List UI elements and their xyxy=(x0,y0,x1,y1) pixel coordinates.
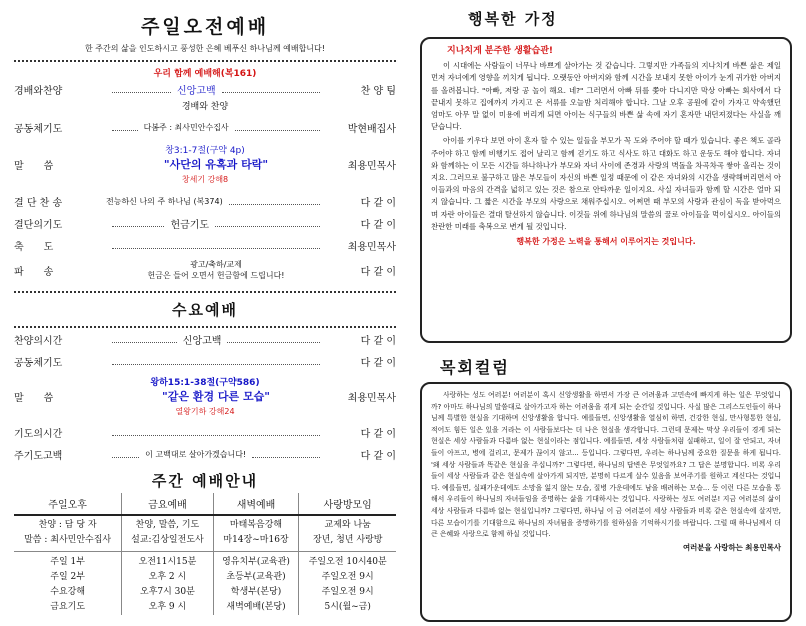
label: 축 도 xyxy=(14,242,54,253)
label: 말 씀 xyxy=(14,160,54,172)
cell: 주일 2부 xyxy=(50,572,85,582)
table-row xyxy=(14,533,396,552)
mid: 신앙고백 xyxy=(182,336,222,347)
dismiss-mid-1: 광고/축하/교제 xyxy=(190,260,242,269)
cell: 마태복음강해 xyxy=(213,515,299,533)
sunday-worship-row xyxy=(14,82,396,97)
column-box xyxy=(420,382,792,622)
divider xyxy=(14,60,396,62)
header-cell: 사랑방모임 xyxy=(299,493,396,515)
right: 다 같 이 xyxy=(360,220,396,231)
table-row xyxy=(14,515,396,533)
cell: 수요강해 xyxy=(50,587,86,597)
header-cell: 주일오후 xyxy=(14,493,122,515)
right: 박현배집사 xyxy=(347,124,396,135)
label: 결 단 찬 송 xyxy=(14,198,63,209)
sunday-together: 우리 함께 예배해(복161) xyxy=(153,69,257,79)
wed-row-1 xyxy=(14,332,396,347)
wed-row-2 xyxy=(14,354,396,369)
right: 다 같 이 xyxy=(360,266,396,278)
sunday-prayer-row xyxy=(14,120,396,135)
sunday-resolve-row xyxy=(14,194,396,209)
sunday-dismiss-row xyxy=(14,259,396,281)
sermon-title: "같은 환경 다른 모습" xyxy=(162,390,270,403)
family-paragraph-2: 아이를 키우다 보면 아이 혼자 할 수 있는 일들을 부모가 꼭 도와 주어야 할 때가 있습니다. 좋은 책도 골라 주어야 하고 함께 비행기도 접어 날리고 함께 걷기도 하고 식사도 하고 대화도 하고 운동도 해야 합니다. 자녀와 함께하는 이 모든 시간들 하나하나가 부모와 자녀 사이에 존경과 사랑의 벽돌을 차곡차곡 쌓아 올리는 것이지요. 그러므로 불구하고 많은 부모들이 자신의 바쁜 일정 때문에 이 같은 자녀와의 시간을 생략해버리면서 아이들과의 마음의 간격을 넓히고 있는 것은 참으로 안타까운 일이지요. 사실 자녀들과 함께 할 시간은 얼마 되지 않습니다. 그 짧은 시간을 부모의 사랑으로 채워주십시오. 어쩌면 때 부모의 사랑과 관심이 독을 받아먹으며 자란 아이들은 결대 탈선하지 않습니다. 이것들 위에 하나님의 말씀의 꿀로 아이들을 먹이십시오. 아이들의 찬란한 미래를 축복으로 변게 될 것입니다. xyxy=(431,136,781,231)
cell: 마14장~마16장 xyxy=(213,533,299,552)
cell: 교제와 나눔 xyxy=(299,515,396,533)
right: 최용민목사 xyxy=(347,392,396,404)
cell: 설교:김상일전도사 xyxy=(122,533,213,552)
cell: 오후 9 시 xyxy=(122,600,213,615)
cell: 5시(월~금) xyxy=(299,600,396,615)
right-column xyxy=(420,8,792,620)
table-row xyxy=(14,570,396,585)
sermon-title: "사단의 유혹과 타락" xyxy=(163,158,269,171)
wed-sermon-ref: 왕하15:1-38절(구약586) xyxy=(150,378,260,388)
mid: 전능하신 나의 주 하나님 (복374) xyxy=(106,197,223,206)
cell: 오후 2 시 xyxy=(122,570,213,585)
label: 찬양의시간 xyxy=(14,336,63,347)
cell: 주일오전 9시 xyxy=(299,585,396,600)
table-row xyxy=(14,600,396,615)
dismiss-mid-2: 헌금은 들어 오면서 헌금함에 드립니다! xyxy=(147,271,285,280)
wed-sermon-row xyxy=(14,388,396,404)
column-body: 사랑하는 성도 여러분! 여러분이 혹시 신앙생활을 하면서 가장 큰 어려움과 고민속에 빠지게 하는 일은 무엇입니까? 아마도 하나님의 말씀대로 살아가고자 하는 어려움을 겪게 되는 순간일 것입니다. 사실 많은 그리스도인들이 하나님께 특별한 현실을 기대하며 신앙생활을 합니다. 예를들면, 신앙생활을 열심히 하면, 건강한 현실, 만사형통한 현실, 적어도 힘든 일은 있을 거라는 이 사람들보다는 더 나은 현실을 생각합니다. 그런데 문제는 막상 우리들이 경게 되는 현실은 세상 사람들과 다름바 없는 현실이라는 점입니다. 예를들면, 세상 사람들처럼 실패하고, 일이 잘 안되고, 자녀들이 아프고, 병에 걸리고, 문제가 끊이지 않고... 등입니다. 그렇다면, 우리는 하나님께 중요한 질문을 하게 됩니다. '왜 세상 사람들과 똑같은 현실을 주십니까?' 그렇다면, 하나님의 답변은 무엇일까요? 그 답은 분명합니다. 비록 우리들이 세상 사람들과 같은 현실속에 살아가게 되지만, 분명히 다르게 살수 있음을 보여주기를 원하고 계신다는 것입니다. 예를들면, 실패가운데에도 소망을 잃지 않는 모습, 질병 가운데에도 남을 배려하는 모습... 등 이런 다른 모습을 통해서 우리들이 하나님의 자녀들임을 증명하는 삶을 기대하시는 것입니다. 사랑하는 성도 여러분! 지금 여러분의 삶이 세상 사람들과 다름바 없는 현실입니까? 그렇다면, 하나님 이 금 여러분이 세상 사람들과 비록 같은 현실속에 살지만, 다른 모습이기를 기대함으로 하나님의 자녀됨을 증명하기를 원하심을 기억하시기를 바랍니다. 그럴 때 하나님께서 더 큰 은혜와 사랑으로 함께 하실 것입니다. xyxy=(431,391,781,539)
label: 공동체기도 xyxy=(14,124,63,135)
sunday-sermon-series: 창세기 강해8 xyxy=(181,175,229,184)
right: 다 같 이 xyxy=(360,336,396,347)
table-row xyxy=(14,585,396,600)
sunday-title: 주일오전예배 xyxy=(140,16,270,38)
right: 찬 양 팀 xyxy=(360,86,396,97)
mid: 헌금기도 xyxy=(170,220,210,231)
column-signature: 여러분을 사랑하는 최용민목사 xyxy=(683,542,781,552)
sunday-subtitle: 한 주간의 삶을 인도하시고 풍성한 은혜 베푸신 하나님께 예배합니다! xyxy=(85,44,325,53)
cell: 학생부(본당) xyxy=(213,585,299,600)
cell: 금요기도 xyxy=(50,602,86,612)
label: 경배와찬양 xyxy=(14,86,63,97)
label: 공동체기도 xyxy=(14,358,63,369)
family-paragraph-1: 이 시대에는 사람들이 너무나 바쁘게 살아가는 것 같습니다. 그렇지만 가족들의 지나치게 바쁜 삶은 제일먼저 자녀에게 영향을 끼치게 됩니다. 오랫동안 아버지와 함께 시간을 보내지 못한 아이가 눈게 귀가한 아버지를 올려봅니다. "아빠, 저랑 공 놀이 해요. 네?" 그러면서 아빠 뒤를 쫓아 다니지만 막상 아빠는 회사에서 다 끝내지 못하고 집에까지 가지고 온 서류를 오늘밤 처리해야 합니다. 그날 오후 공원에 같이 가자고 약속했던 엄마도 아무 말 없이 미용에 버리게 되면 아이는 식구들의 바쁜 삶 속에 자기 혼자만 내던져졌다는 사실을 깨닫습니다. xyxy=(431,61,781,132)
wed-row-3 xyxy=(14,425,396,440)
cell: 오후7시 30분 xyxy=(122,585,213,600)
label: 결단의기도 xyxy=(14,220,63,231)
cell: 초등부(교육관) xyxy=(213,570,299,585)
label: 파 송 xyxy=(14,266,54,278)
sunday-resolve-prayer-row xyxy=(14,216,396,231)
mid: 신앙고백 xyxy=(177,86,216,97)
divider xyxy=(14,291,396,293)
weekly-schedule-table xyxy=(14,493,396,615)
cell: 오전11시15분 xyxy=(122,552,213,571)
right: 최용민목사 xyxy=(347,160,396,172)
wed-row-4 xyxy=(14,447,396,462)
mid: 이 고백대로 살아가겠습니다! xyxy=(145,450,247,459)
label: 기도의시간 xyxy=(14,429,63,440)
sunday-bless-row xyxy=(14,238,396,253)
left-column xyxy=(14,8,396,620)
cell: 찬양 : 담 당 자 xyxy=(38,520,97,530)
right: 다 같 이 xyxy=(360,429,396,440)
label: 말 씀 xyxy=(14,392,54,404)
sunday-sermon-row xyxy=(14,156,396,172)
family-box-title: 지나치게 분주한 생활습관! xyxy=(447,46,554,56)
cell: 장년, 청년 사랑방 xyxy=(299,533,396,552)
right: 다 같 이 xyxy=(360,451,396,462)
right: 최용민목사 xyxy=(347,242,396,253)
table-row xyxy=(14,552,396,571)
cell: 주일오전 9시 xyxy=(299,570,396,585)
header-cell: 새벽예배 xyxy=(213,493,299,515)
right: 다 같 이 xyxy=(360,198,396,209)
weekly-title: 주간 예배안내 xyxy=(151,472,259,490)
cell: 주일 1부 xyxy=(14,552,122,571)
cell: 새벽예배(본당) xyxy=(213,600,299,615)
right: 다 같 이 xyxy=(360,358,396,369)
wed-title: 수요예배 xyxy=(172,301,238,319)
cell: 영유치부(교육관) xyxy=(213,552,299,571)
sunday-worship-sub: 경배와 찬양 xyxy=(181,102,229,112)
family-title: 행복한 가정 xyxy=(468,10,558,28)
label: 주기도고백 xyxy=(14,451,63,462)
sunday-sermon-ref: 창3:1-7절(구약 4p) xyxy=(165,146,245,156)
mid: 다봄주 : 최사민안수집사 xyxy=(143,123,229,132)
family-closing: 행복한 가정은 노력을 통해서 이루어지는 것입니다. xyxy=(516,237,696,247)
family-box xyxy=(420,37,792,343)
column-title: 목회컬럼 xyxy=(440,358,510,377)
header-cell: 금요예배 xyxy=(122,493,213,515)
cell: 찬양, 말씀, 기도 xyxy=(122,515,213,533)
wed-sermon-series: 열왕기하 강해24 xyxy=(175,407,235,416)
cell: 주일오전 10시40분 xyxy=(299,552,396,571)
cell: 말씀 : 최사민안수집사 xyxy=(24,535,112,545)
divider xyxy=(14,326,396,328)
